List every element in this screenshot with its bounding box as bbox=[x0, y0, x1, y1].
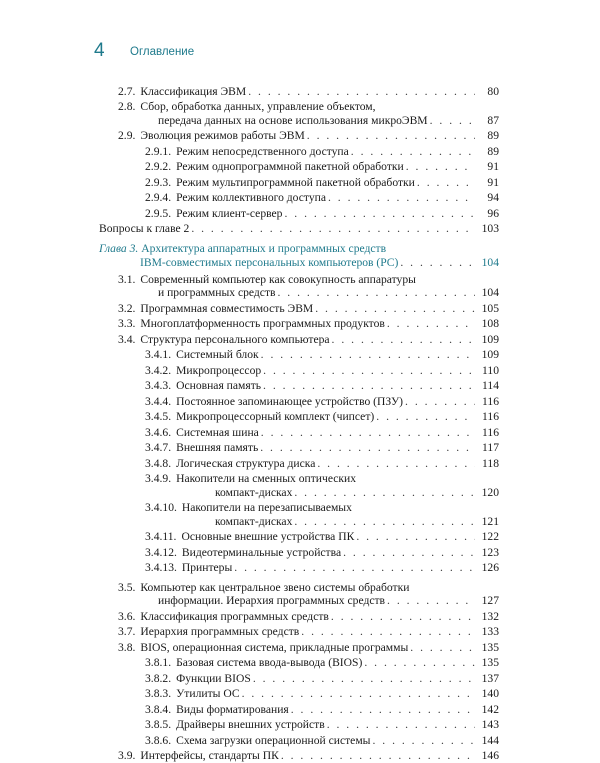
toc-entry-3-4-3[interactable] bbox=[99, 379, 499, 393]
entry-number: 3.4.2. bbox=[145, 363, 172, 377]
entry-number: 3.4. bbox=[118, 332, 136, 346]
leader-dots bbox=[277, 286, 475, 300]
leader-dots bbox=[284, 207, 475, 221]
entry-title: Режим коллективного доступа bbox=[176, 191, 326, 205]
entry-title-continued: компакт-дисках bbox=[215, 514, 293, 528]
entry-number: 2.9.3. bbox=[145, 175, 172, 189]
entry-number: 3.4.5. bbox=[145, 410, 172, 424]
entry-page: 116 bbox=[482, 394, 499, 408]
entry-page: 144 bbox=[481, 733, 499, 747]
entry-page: 143 bbox=[481, 718, 499, 732]
toc-entry-3-8-2[interactable] bbox=[99, 672, 499, 686]
leader-dots bbox=[281, 749, 475, 763]
entry-page: 104 bbox=[481, 256, 499, 270]
entry-page: 105 bbox=[481, 301, 499, 315]
entry-title-continued: передача данных на основе использования микроЭВМ bbox=[158, 113, 428, 127]
entry-title: Режим мультипрограммной пакетной обработки bbox=[176, 175, 415, 189]
toc-entry-2-8[interactable] bbox=[99, 100, 499, 127]
leader-dots bbox=[372, 734, 475, 748]
entry-title: Логическая структура диска bbox=[176, 456, 316, 470]
entry-number: 3.8.5. bbox=[145, 718, 172, 732]
entry-page: 80 bbox=[487, 84, 499, 98]
toc-entry-2-9-5[interactable] bbox=[99, 207, 499, 221]
leader-dots bbox=[343, 546, 475, 560]
toc-entry-3-4-12[interactable] bbox=[99, 546, 499, 560]
toc-entry-questions-2[interactable] bbox=[99, 222, 499, 236]
page-number: 4 bbox=[94, 40, 105, 61]
entry-number: 2.9.4. bbox=[145, 191, 172, 205]
entry-page: 137 bbox=[481, 671, 499, 685]
entry-page: 120 bbox=[481, 485, 499, 499]
entry-number: 3.8.1. bbox=[145, 656, 172, 670]
entry-page: 87 bbox=[487, 113, 499, 127]
leader-dots bbox=[315, 302, 475, 316]
entry-page: 114 bbox=[482, 379, 499, 393]
entry-number: 3.9. bbox=[118, 749, 136, 763]
entry-number: 3.4.6. bbox=[145, 425, 172, 439]
entry-title: Режим однопрограммной пакетной обработки bbox=[176, 160, 404, 174]
toc-entry-3-4-5[interactable] bbox=[99, 410, 499, 424]
toc-entry-2-9-2[interactable] bbox=[99, 160, 499, 174]
entry-number: 3.4.11. bbox=[145, 530, 177, 544]
entry-title: Микропроцессорный комплект (чипсет) bbox=[176, 410, 375, 424]
leader-dots bbox=[261, 426, 475, 440]
chapter-title: Архитектура аппаратных и программных средств bbox=[141, 242, 387, 256]
toc-entry-3-8-6[interactable] bbox=[99, 734, 499, 748]
entry-page: 91 bbox=[487, 175, 499, 189]
leader-dots bbox=[294, 515, 475, 529]
toc-entry-3-4-1[interactable] bbox=[99, 348, 499, 362]
leader-dots bbox=[307, 129, 475, 143]
entry-title-continued: и программных средств bbox=[158, 286, 276, 300]
running-title: Оглавление bbox=[130, 46, 195, 58]
entry-page: 142 bbox=[481, 702, 499, 716]
entry-page: 123 bbox=[481, 545, 499, 559]
entry-page: 126 bbox=[481, 561, 499, 575]
entry-page: 122 bbox=[481, 530, 499, 544]
entry-number: 3.4.13. bbox=[145, 561, 177, 575]
toc-entry-3-8-5[interactable] bbox=[99, 718, 499, 732]
entry-page: 91 bbox=[487, 160, 499, 174]
toc-entry-2-9-1[interactable] bbox=[99, 145, 499, 159]
entry-title-continued: информации. Иерархия программных средств bbox=[158, 594, 386, 608]
entry-number: 2.7. bbox=[118, 84, 136, 98]
leader-dots bbox=[261, 348, 475, 362]
toc-entry-3-4[interactable] bbox=[99, 333, 499, 347]
toc-entry-3-4-4[interactable] bbox=[99, 395, 499, 409]
entry-title: Интерфейсы, стандарты ПК bbox=[140, 749, 279, 763]
leader-dots bbox=[364, 656, 475, 670]
entry-number: 2.9.2. bbox=[145, 160, 172, 174]
entry-number: 3.8.4. bbox=[145, 702, 172, 716]
leader-dots bbox=[417, 176, 475, 190]
leader-dots bbox=[234, 561, 475, 575]
toc-entry-3-4-8[interactable] bbox=[99, 457, 499, 471]
toc-entry-3-4-10[interactable] bbox=[99, 501, 499, 528]
chapter-title-continued: IBM-совместимых персональных компьютеров (PC) bbox=[140, 256, 399, 270]
leader-dots bbox=[328, 191, 475, 205]
entry-number: 3.4.7. bbox=[145, 441, 172, 455]
toc-entry-3-5[interactable] bbox=[99, 581, 499, 608]
entry-page: 118 bbox=[482, 456, 499, 470]
entry-number: 3.8. bbox=[118, 640, 136, 654]
entry-page: 109 bbox=[481, 348, 499, 362]
entry-title: Системный блок bbox=[176, 348, 259, 362]
toc-entry-3-4-9[interactable] bbox=[99, 472, 499, 499]
entry-number: 3.8.6. bbox=[145, 733, 172, 747]
entry-page: 146 bbox=[481, 749, 499, 763]
entry-title: Внешняя память bbox=[176, 441, 259, 455]
entry-title: Базовая система ввода-вывода (BIOS) bbox=[176, 656, 363, 670]
entry-title: Классификация ЭВМ bbox=[140, 84, 247, 98]
toc-entry-3-4-6[interactable] bbox=[99, 426, 499, 440]
entry-title: BIOS, операционная система, прикладные программы bbox=[140, 640, 409, 654]
entry-page: 121 bbox=[481, 514, 499, 528]
toc-entry-2-9[interactable] bbox=[99, 129, 499, 143]
toc-entry-3-3[interactable] bbox=[99, 317, 499, 331]
entry-title: Принтеры bbox=[181, 561, 233, 575]
toc-entry-3-1[interactable] bbox=[99, 273, 499, 300]
entry-title: Основные внешние устройства ПК bbox=[181, 530, 355, 544]
entry-title: Схема загрузки операционной системы bbox=[176, 733, 371, 747]
toc-entry-3-8[interactable] bbox=[99, 641, 499, 655]
entry-title: Виды форматирования bbox=[176, 702, 289, 716]
entry-number: 3.8.3. bbox=[145, 687, 172, 701]
toc-entry-3-8-3[interactable] bbox=[99, 687, 499, 701]
entry-page: 108 bbox=[481, 317, 499, 331]
entry-page: 103 bbox=[481, 222, 499, 236]
toc-entry-2-9-4[interactable] bbox=[99, 191, 499, 205]
toc-entry-3-8-4[interactable] bbox=[99, 703, 499, 717]
toc-entry-3-4-11[interactable] bbox=[99, 530, 499, 544]
entry-page: 117 bbox=[482, 441, 499, 455]
entry-page: 135 bbox=[481, 656, 499, 670]
entry-title: Классификация программных средств bbox=[140, 609, 329, 623]
leader-dots bbox=[263, 364, 475, 378]
leader-dots bbox=[301, 625, 475, 639]
leader-dots bbox=[248, 85, 475, 99]
toc-entry-3-7[interactable] bbox=[99, 625, 499, 639]
entry-title-continued: компакт-дисках bbox=[215, 485, 293, 499]
table-of-contents bbox=[99, 83, 499, 763]
entry-page: 133 bbox=[481, 625, 499, 639]
leader-dots bbox=[294, 486, 475, 500]
leader-dots bbox=[410, 641, 475, 655]
entry-number: 3.4.9. bbox=[145, 472, 172, 486]
entry-number: 3.4.1. bbox=[145, 348, 172, 362]
entry-number: 3.8.2. bbox=[145, 671, 172, 685]
entry-number: 3.4.4. bbox=[145, 394, 172, 408]
leader-dots bbox=[331, 610, 475, 624]
entry-page: 104 bbox=[481, 286, 499, 300]
entry-title: Функции BIOS bbox=[176, 671, 251, 685]
entry-title: Основная память bbox=[176, 379, 262, 393]
entry-page: 94 bbox=[487, 191, 499, 205]
entry-title: Иерархия программных средств bbox=[140, 625, 300, 639]
entry-number: 2.9.5. bbox=[145, 206, 172, 220]
toc-entry-3-4-13[interactable] bbox=[99, 561, 499, 575]
entry-title: Эволюция режимов работы ЭВМ bbox=[140, 129, 305, 143]
entry-number: 3.4.3. bbox=[145, 379, 172, 393]
entry-page: 116 bbox=[482, 425, 499, 439]
toc-entry-2-7[interactable] bbox=[99, 85, 499, 99]
entry-title: Драйверы внешних устройств bbox=[176, 718, 325, 732]
chapter-label: Глава 3. bbox=[99, 242, 139, 256]
toc-entry-3-2[interactable] bbox=[99, 302, 499, 316]
leader-dots bbox=[253, 672, 475, 686]
leader-dots bbox=[387, 594, 475, 608]
leader-dots bbox=[242, 687, 475, 701]
entry-page: 89 bbox=[487, 144, 499, 158]
leader-dots bbox=[260, 441, 475, 455]
entry-number: 3.5. bbox=[118, 580, 136, 594]
toc-chapter-3[interactable] bbox=[99, 242, 499, 269]
entry-number: 3.7. bbox=[118, 625, 136, 639]
leader-dots bbox=[405, 395, 475, 409]
entry-title: Режим непосредственного доступа bbox=[176, 144, 349, 158]
entry-page: 109 bbox=[481, 332, 499, 346]
toc-entry-3-4-7[interactable] bbox=[99, 441, 499, 455]
entry-title: Многоплатформенность программных продуктов bbox=[140, 317, 385, 331]
entry-title: Видеотерминальные устройства bbox=[181, 545, 342, 559]
leader-dots bbox=[387, 317, 475, 331]
entry-number: 2.9.1. bbox=[145, 144, 172, 158]
entry-title: Режим клиент-сервер bbox=[176, 206, 283, 220]
entry-title: Накопители на перезаписываемых bbox=[181, 501, 352, 515]
entry-title: Современный компьютер как совокупность аппаратуры bbox=[140, 272, 416, 286]
entry-number: 3.6. bbox=[118, 609, 136, 623]
entry-number: 3.4.12. bbox=[145, 545, 177, 559]
toc-entry-3-8-1[interactable] bbox=[99, 656, 499, 670]
leader-dots bbox=[327, 718, 475, 732]
entry-title: Структура персонального компьютера bbox=[140, 332, 330, 346]
entry-title: Программная совместимость ЭВМ bbox=[140, 301, 314, 315]
entry-page: 116 bbox=[482, 410, 499, 424]
toc-entry-3-4-2[interactable] bbox=[99, 364, 499, 378]
entry-number: 3.3. bbox=[118, 317, 136, 331]
leader-dots bbox=[400, 256, 475, 270]
leader-dots bbox=[406, 160, 475, 174]
leader-dots bbox=[263, 379, 475, 393]
entry-page: 132 bbox=[481, 609, 499, 623]
leader-dots bbox=[317, 457, 475, 471]
entry-page: 127 bbox=[481, 594, 499, 608]
entry-page: 96 bbox=[487, 206, 499, 220]
toc-entry-2-9-3[interactable] bbox=[99, 176, 499, 190]
leader-dots bbox=[332, 333, 475, 347]
leader-dots bbox=[376, 410, 475, 424]
entry-number: 3.1. bbox=[118, 272, 136, 286]
entry-title: Постоянное запоминающее устройство (ПЗУ) bbox=[176, 394, 404, 408]
entry-page: 110 bbox=[482, 363, 499, 377]
entry-title: Накопители на сменных оптических bbox=[176, 472, 357, 486]
entry-page: 140 bbox=[481, 687, 499, 701]
entry-title: Системная шина bbox=[176, 425, 259, 439]
leader-dots bbox=[351, 145, 475, 159]
entry-page: 135 bbox=[481, 640, 499, 654]
entry-title: Сбор, обработка данных, управление объектом, bbox=[140, 100, 376, 114]
toc-entry-3-9[interactable] bbox=[99, 749, 499, 763]
leader-dots bbox=[430, 114, 475, 128]
entry-title: Вопросы к главе 2 bbox=[99, 222, 190, 236]
entry-number: 3.2. bbox=[118, 301, 136, 315]
entry-title: Микропроцессор bbox=[176, 363, 262, 377]
entry-page: 89 bbox=[487, 129, 499, 143]
toc-entry-3-6[interactable] bbox=[99, 610, 499, 624]
entry-number: 3.4.8. bbox=[145, 456, 172, 470]
leader-dots bbox=[356, 530, 475, 544]
entry-number: 2.8. bbox=[118, 100, 136, 114]
entry-number: 2.9. bbox=[118, 129, 136, 143]
entry-title: Утилиты ОС bbox=[176, 687, 240, 701]
entry-number: 3.4.10. bbox=[145, 501, 177, 515]
leader-dots bbox=[291, 703, 475, 717]
leader-dots bbox=[191, 222, 475, 236]
entry-title: Компьютер как центральное звено системы обработки bbox=[140, 580, 410, 594]
